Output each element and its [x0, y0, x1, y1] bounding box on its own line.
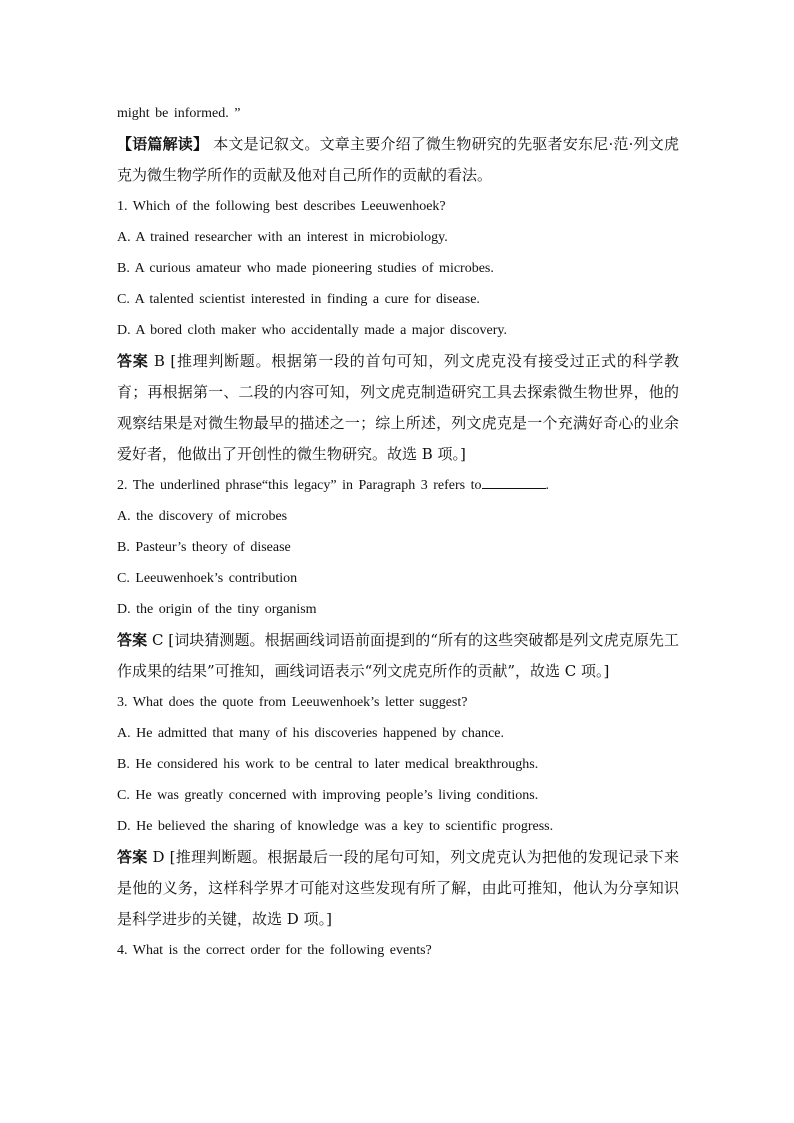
q2-option-a: A. the discovery of microbes [117, 509, 288, 524]
q2-answer-label: 答案 [117, 631, 148, 649]
q2-option-d: D. the origin of the tiny organism [117, 602, 317, 617]
q2-question-text: 2. The underlined phrase“this legacy” in Paragraph 3 refers to [117, 478, 482, 493]
q1-answer-label: 答案 [117, 352, 149, 370]
q1-answer-text: B [推理判断题。根据第一段的首句可知，列文虎克没有接受过正式的科学教育；再根据第一、二段的内容可知，列文虎克制造研究工具去探索微生物世界，他的观察结果是对微生物最早的描述之一；综上所述，列文虎克是一个充满好奇心的业余爱好者，他做出了开创性的微生物研究。故选 B 项。] [117, 352, 679, 463]
summary-text: 本文是记叙文。文章主要介绍了微生物研究的先驱者安东尼·范·列文虎克为微生物学所作的贡献及他对自己所作的贡献的看法。 [117, 135, 679, 184]
q2-answer-blank [482, 474, 546, 489]
summary-label: 【语篇解读】 [117, 135, 209, 153]
q2-answer [117, 625, 679, 687]
question-4: 4. What is the correct order for the following events? [117, 943, 432, 958]
q3-answer [117, 842, 679, 935]
question-3: 3. What does the quote from Leeuwenhoek’s letter suggest? [117, 695, 468, 710]
q2-option-c: C. Leeuwenhoek’s contribution [117, 571, 298, 586]
q3-answer-label: 答案 [117, 848, 148, 866]
q2-answer-text: C [词块猜测题。根据画线词语前面提到的“所有的这些突破都是列文虎克原先工作成果的结果”可推知，画线词语表示“列文虎克所作的贡献”，故选 C 项。] [117, 631, 679, 680]
passage-summary [117, 129, 679, 191]
q3-option-d: D. He believed the sharing of knowledge was a key to scientific progress. [117, 819, 554, 834]
q3-answer-text: D [推理判断题。根据最后一段的尾句可知，列文虎克认为把他的发现记录下来是他的义务，这样科学界才可能对这些发现有所了解，由此可推知，他认为分享知识是科学进步的关键，故选 D 项。] [117, 848, 679, 928]
q3-option-b: B. He considered his work to be central to later medical breakthroughs. [117, 757, 539, 772]
q3-option-c: C. He was greatly concerned with improving people’s living conditions. [117, 788, 539, 803]
q1-option-c: C. A talented scientist interested in finding a cure for disease. [117, 292, 480, 307]
q1-answer [117, 346, 679, 470]
page-content [117, 98, 679, 966]
q1-option-b: B. A curious amateur who made pioneering studies of microbes. [117, 261, 494, 276]
q3-option-a: A. He admitted that many of his discoveries happened by chance. [117, 726, 504, 741]
q1-option-a: A. A trained researcher with an interest in microbiology. [117, 230, 448, 245]
q2-option-b: B. Pasteur’s theory of disease [117, 540, 291, 555]
question-1: 1. Which of the following best describes Leeuwenhoek? [117, 199, 446, 214]
intro-line: might be informed. ” [117, 106, 241, 121]
question-2 [117, 470, 679, 501]
q1-option-d: D. A bored cloth maker who accidentally made a major discovery. [117, 323, 507, 338]
q2-question-end: . [545, 478, 549, 493]
